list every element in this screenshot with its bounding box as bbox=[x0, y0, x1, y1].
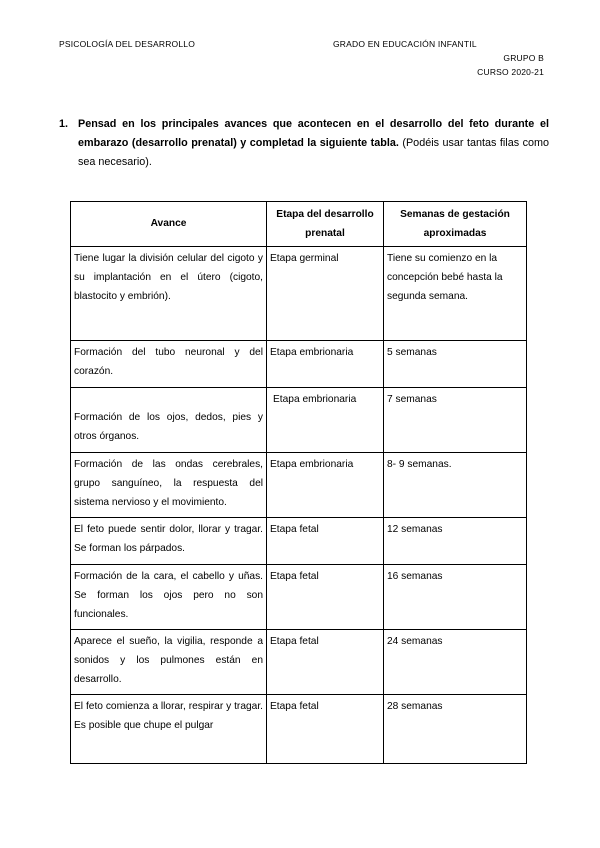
header-semanas: Semanas de gestación aproximadas bbox=[384, 202, 527, 247]
cell-semanas: 5 semanas bbox=[384, 341, 527, 388]
question-text bbox=[78, 115, 549, 172]
prenatal-development-table bbox=[70, 201, 527, 764]
cell-avance: Aparece el sueño, la vigilia, responde a sonidos y los pulmones están en desarrollo. bbox=[71, 630, 267, 695]
cell-etapa: Etapa germinal bbox=[267, 247, 384, 341]
header-subject: PSICOLOGÍA DEL DESARROLLO bbox=[59, 39, 196, 49]
table-row bbox=[71, 341, 527, 388]
cell-avance: Formación de la cara, el cabello y uñas. Se forman los ojos pero no son funcionales. bbox=[71, 565, 267, 630]
cell-avance: Formación del tubo neuronal y del corazón. bbox=[71, 341, 267, 388]
cell-etapa: Etapa fetal bbox=[267, 518, 384, 565]
question-bold-text: Pensad en los principales avances que acontecen en el desarrollo del feto durante el embarazo (desarrollo prenatal) y completad la siguiente tabla. bbox=[78, 118, 549, 149]
table-row bbox=[71, 453, 527, 518]
table-row bbox=[71, 630, 527, 695]
cell-avance: El feto puede sentir dolor, llorar y tragar. Se forman los párpados. bbox=[71, 518, 267, 565]
header-course: CURSO 2020-21 bbox=[477, 67, 544, 77]
question-number: 1. bbox=[59, 118, 69, 130]
cell-semanas: 16 semanas bbox=[384, 565, 527, 630]
cell-etapa: Etapa embrionaria bbox=[267, 453, 384, 518]
header-etapa: Etapa del desarrollo prenatal bbox=[267, 202, 384, 247]
table-row bbox=[71, 695, 527, 764]
question-1 bbox=[59, 115, 549, 172]
cell-avance: Tiene lugar la división celular del cigoto y su implantación en el útero (cigoto, blastocito y embrión). bbox=[71, 247, 267, 341]
table-row bbox=[71, 388, 527, 453]
table-row bbox=[71, 518, 527, 565]
cell-avance: Formación de las ondas cerebrales, grupo sanguíneo, la respuesta del sistema nervioso y el movimiento. bbox=[71, 453, 267, 518]
header-group: GRUPO B bbox=[503, 53, 544, 63]
cell-semanas: 28 semanas bbox=[384, 695, 527, 764]
cell-semanas: 12 semanas bbox=[384, 518, 527, 565]
cell-etapa: Etapa fetal bbox=[267, 695, 384, 764]
cell-semanas: 8- 9 semanas. bbox=[384, 453, 527, 518]
cell-etapa: Etapa fetal bbox=[267, 565, 384, 630]
cell-etapa: Etapa fetal bbox=[267, 630, 384, 695]
cell-avance: Formación de los ojos, dedos, pies y otros órganos. bbox=[71, 388, 267, 453]
cell-avance: El feto comienza a llorar, respirar y tragar. Es posible que chupe el pulgar bbox=[71, 695, 267, 764]
cell-etapa: Etapa embrionaria bbox=[267, 388, 384, 453]
cell-etapa: Etapa embrionaria bbox=[267, 341, 384, 388]
table-row bbox=[71, 247, 527, 341]
table-header-row bbox=[71, 202, 527, 247]
header-degree: GRADO EN EDUCACIÓN INFANTIL bbox=[333, 39, 477, 49]
question-note: (Podéis usar tantas filas como sea necesario). bbox=[78, 137, 550, 168]
table-row bbox=[71, 565, 527, 630]
cell-semanas: Tiene su comienzo en la concepción bebé hasta la segunda semana. bbox=[384, 247, 527, 341]
cell-semanas: 7 semanas bbox=[384, 388, 527, 453]
cell-semanas: 24 semanas bbox=[384, 630, 527, 695]
header-avance: Avance bbox=[71, 202, 267, 247]
